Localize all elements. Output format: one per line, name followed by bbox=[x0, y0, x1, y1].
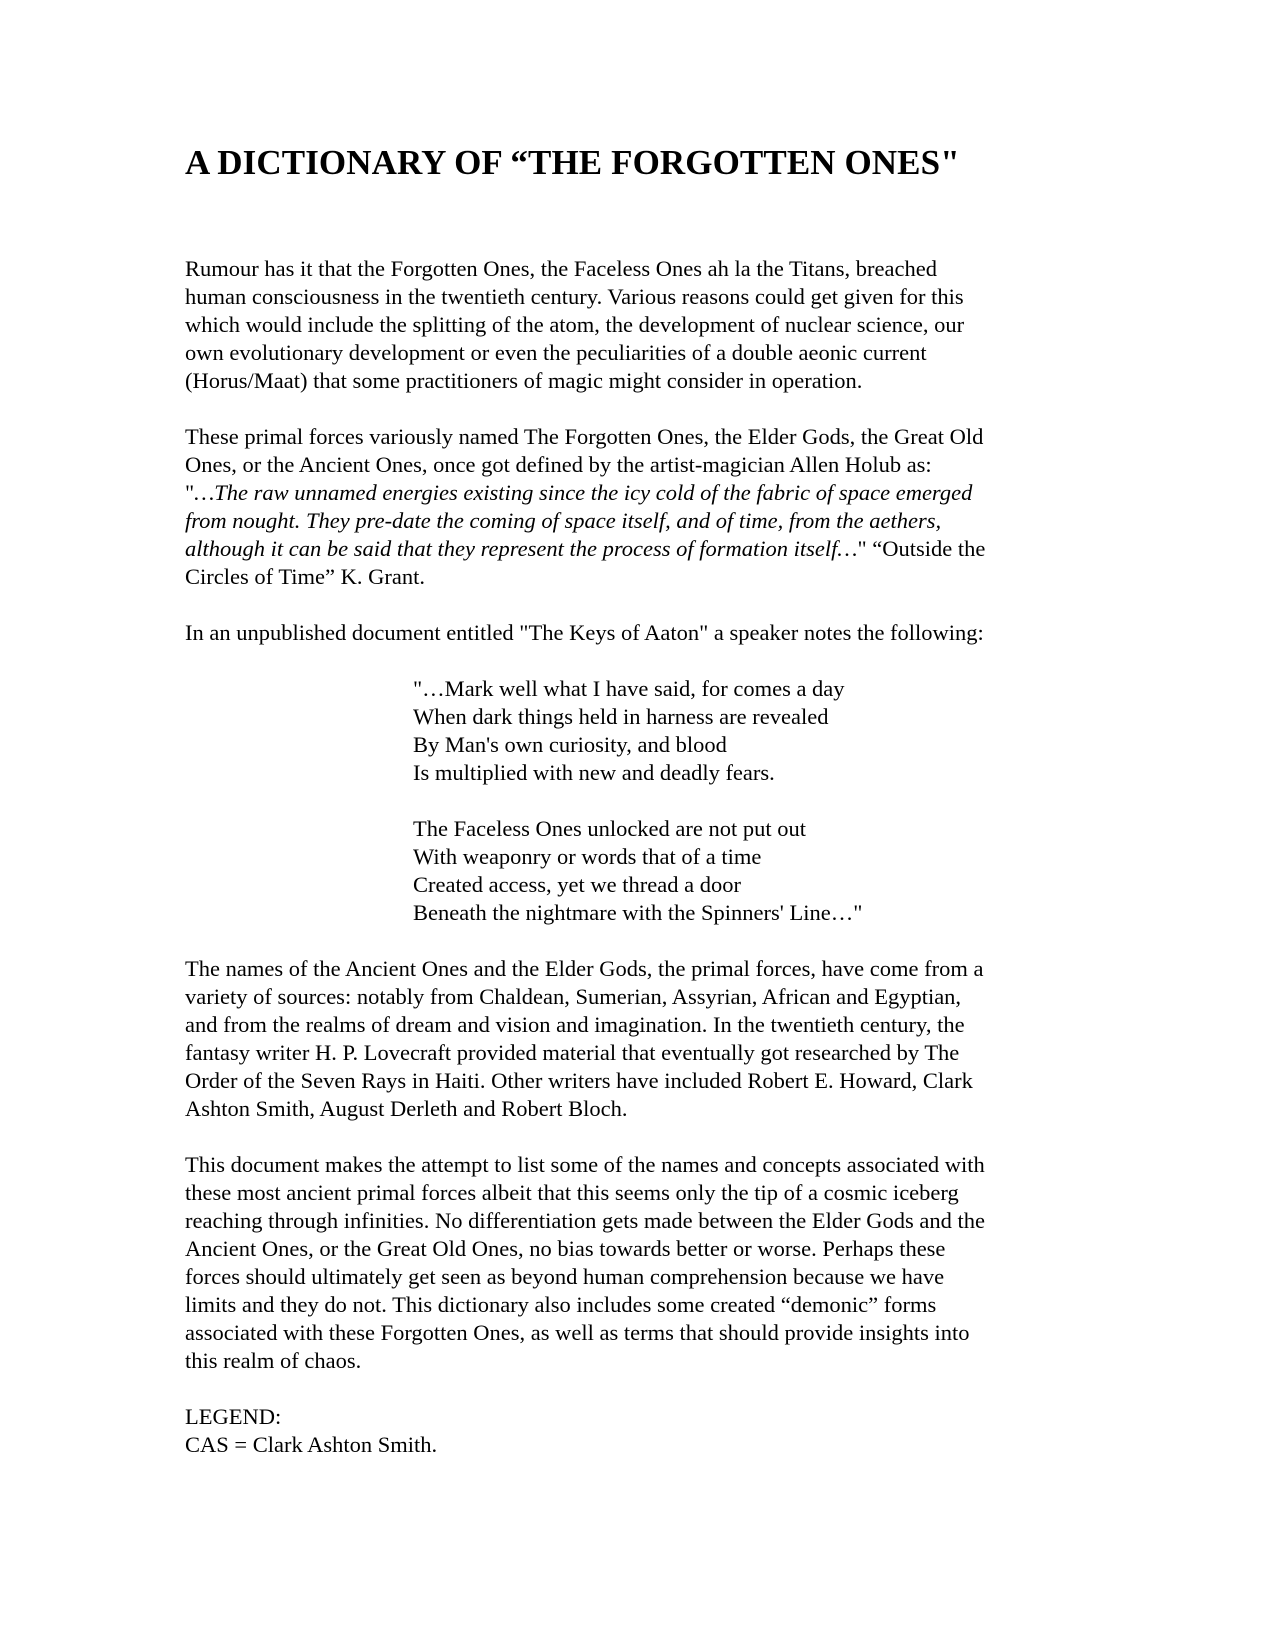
text-line: Circles of Time” K. Grant. bbox=[185, 564, 425, 589]
text-line: variety of sources: notably from Chaldean, Sumerian, Assyrian, African and Egyptian, bbox=[185, 984, 962, 1009]
sources-paragraph bbox=[185, 955, 1085, 1123]
quoted-definition: …The raw unnamed energies existing since the icy cold of the fabric of space emerged bbox=[194, 480, 973, 505]
quoted-definition: from nought. They pre-date the coming of space itself, and of time, from the aethers, bbox=[185, 508, 942, 533]
text-line: reaching through infinities. No differentiation gets made between the Elder Gods and the bbox=[185, 1208, 985, 1233]
text-line: own evolutionary development or even the peculiarities of a double aeonic current bbox=[185, 340, 927, 365]
document-title: A DICTIONARY OF “THE FORGOTTEN ONES" bbox=[185, 143, 960, 182]
text-line bbox=[185, 479, 1085, 507]
verse-line: The Faceless Ones unlocked are not put out bbox=[413, 816, 807, 841]
text-line: these most ancient primal forces albeit that this seems only the tip of a cosmic iceberg bbox=[185, 1180, 959, 1205]
quoted-definition: although it can be said that they represent the process of formation itself… bbox=[185, 536, 858, 561]
text-line: forces should ultimately get seen as beyond human comprehension because we have bbox=[185, 1264, 945, 1289]
citation-text: " “Outside the bbox=[857, 536, 986, 561]
verse-line: Is multiplied with new and deadly fears. bbox=[413, 760, 775, 785]
text-line: which would include the splitting of the atom, the development of nuclear science, our bbox=[185, 312, 965, 337]
verse-line: Beneath the nightmare with the Spinners' Line…" bbox=[413, 900, 863, 925]
text-line: human consciousness in the twentieth century. Various reasons could get given for this bbox=[185, 284, 964, 309]
verse-line: By Man's own curiosity, and blood bbox=[413, 732, 727, 757]
text-line: limits and they do not. This dictionary also includes some created “demonic” forms bbox=[185, 1292, 937, 1317]
legend-heading: LEGEND: bbox=[185, 1404, 282, 1429]
text-line: Ashton Smith, August Derleth and Robert Bloch. bbox=[185, 1096, 628, 1121]
text-line: associated with these Forgotten Ones, as well as terms that should provide insights into bbox=[185, 1320, 970, 1345]
text-line: These primal forces variously named The Forgotten Ones, the Elder Gods, the Great Old bbox=[185, 424, 984, 449]
text-line: The names of the Ancient Ones and the Elder Gods, the primal forces, have come from a bbox=[185, 956, 984, 981]
text-line: (Horus/Maat) that some practitioners of magic might consider in operation. bbox=[185, 368, 863, 393]
text-line: In an unpublished document entitled "The Keys of Aaton" a speaker notes the following: bbox=[185, 620, 984, 645]
text-line bbox=[185, 507, 1085, 535]
scope-paragraph bbox=[185, 1151, 1085, 1375]
verse-line: When dark things held in harness are revealed bbox=[413, 704, 829, 729]
text-line: and from the realms of dream and vision and imagination. In the twentieth century, the bbox=[185, 1012, 965, 1037]
verse-line: "…Mark well what I have said, for comes a day bbox=[413, 676, 845, 701]
verse-line: Created access, yet we thread a door bbox=[413, 872, 741, 897]
intro-paragraph bbox=[185, 255, 1085, 395]
quote-mark: " bbox=[185, 480, 195, 505]
text-line: Order of the Seven Rays in Haiti. Other writers have included Robert E. Howard, Clark bbox=[185, 1068, 973, 1093]
legend-block bbox=[185, 1403, 1085, 1459]
verse-stanza-2 bbox=[185, 815, 1085, 927]
text-line: fantasy writer H. P. Lovecraft provided material that eventually got researched by The bbox=[185, 1040, 960, 1065]
document-page bbox=[185, 143, 1085, 1459]
legend-entry: CAS = Clark Ashton Smith. bbox=[185, 1432, 438, 1457]
definition-paragraph bbox=[185, 423, 1085, 591]
text-line: this realm of chaos. bbox=[185, 1348, 362, 1373]
keys-of-aaton-intro bbox=[185, 619, 1085, 647]
verse-stanza-1 bbox=[185, 675, 1085, 787]
text-line: This document makes the attempt to list some of the names and concepts associated with bbox=[185, 1152, 985, 1177]
text-line bbox=[185, 535, 1085, 563]
verse-line: With weaponry or words that of a time bbox=[413, 844, 762, 869]
text-line: Ones, or the Ancient Ones, once got defined by the artist-magician Allen Holub as: bbox=[185, 452, 932, 477]
text-line: Ancient Ones, or the Great Old Ones, no bias towards better or worse. Perhaps these bbox=[185, 1236, 946, 1261]
text-line: Rumour has it that the Forgotten Ones, the Faceless Ones ah la the Titans, breached bbox=[185, 256, 937, 281]
